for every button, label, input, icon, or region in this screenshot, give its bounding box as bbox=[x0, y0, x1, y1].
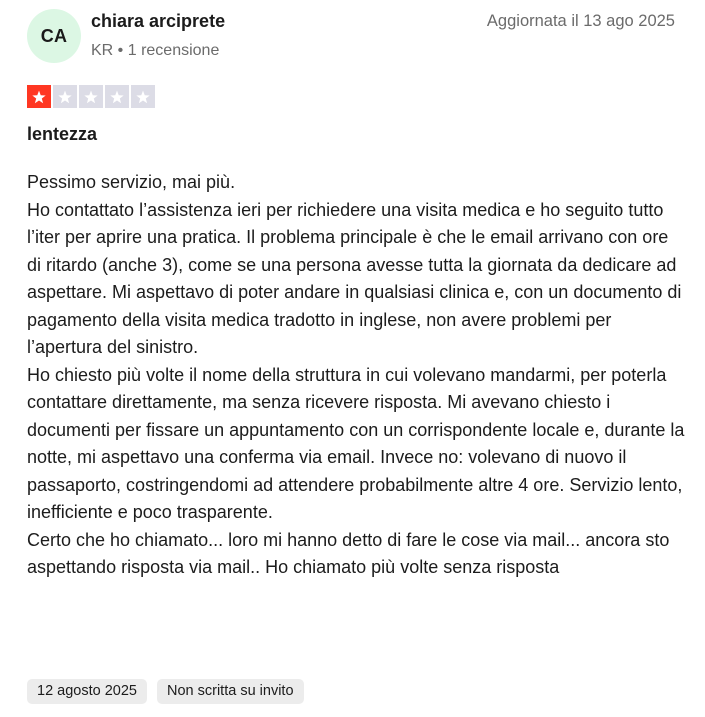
review-updated-date: Aggiornata il 13 ago 2025 bbox=[486, 12, 675, 30]
reviewer-name[interactable]: chiara arciprete bbox=[91, 11, 226, 31]
avatar-initials: CA bbox=[40, 25, 68, 46]
review-body bbox=[27, 169, 687, 582]
review-paragraph: Ho chiesto più volte il nome della struttura in cui volevano mandarmi, per poterla contattare direttamente, ma senza ricevere risposta. Mi avevano chiesto i documenti per fissare un appuntamento con un corrispondente locale e, durante la notte, mi aspettavo una conferma via email. Invece no: volevano di nuovo il passaporto, costringendomi ad attendere probabilmente altre 4 ore. Servizio lento, inefficiente e poco trasparente. bbox=[27, 364, 685, 522]
review-paragraph: Pessimo servizio, mai più. bbox=[27, 172, 236, 192]
review-tags bbox=[27, 679, 304, 704]
reviewer-meta: KR • 1 recensione bbox=[91, 42, 220, 59]
star-icon-3 bbox=[79, 85, 103, 108]
review-title[interactable]: lentezza bbox=[27, 124, 98, 144]
avatar[interactable] bbox=[27, 9, 81, 63]
star-icon-4 bbox=[105, 85, 129, 108]
experience-date-badge: 12 agosto 2025 bbox=[27, 679, 147, 704]
star-rating bbox=[27, 85, 155, 108]
review-paragraph: Certo che ho chiamato... loro mi hanno detto di fare le cose via mail... ancora sto aspettando risposta via mail.. Ho chiamato più volte senza risposta bbox=[27, 529, 670, 577]
star-icon-2 bbox=[53, 85, 77, 108]
unprompted-review-badge[interactable]: Non scritta su invito bbox=[157, 679, 304, 704]
star-icon-5 bbox=[131, 85, 155, 108]
star-icon-1 bbox=[27, 85, 51, 108]
review-paragraph: Ho contattato l’assistenza ieri per richiedere una visita medica e ho seguito tutto l’iter per aprire una pratica. Il problema principale è che le email arrivano con ore di ritardo (anche 3), come se una persona avesse tutta la giornata da dedicare ad aspettare. Mi aspettavo di poter andare in qualsiasi clinica e, con un documento di pagamento della visita medica tradotto in inglese, non avere problemi per l’apertura del sinistro. bbox=[27, 199, 682, 357]
